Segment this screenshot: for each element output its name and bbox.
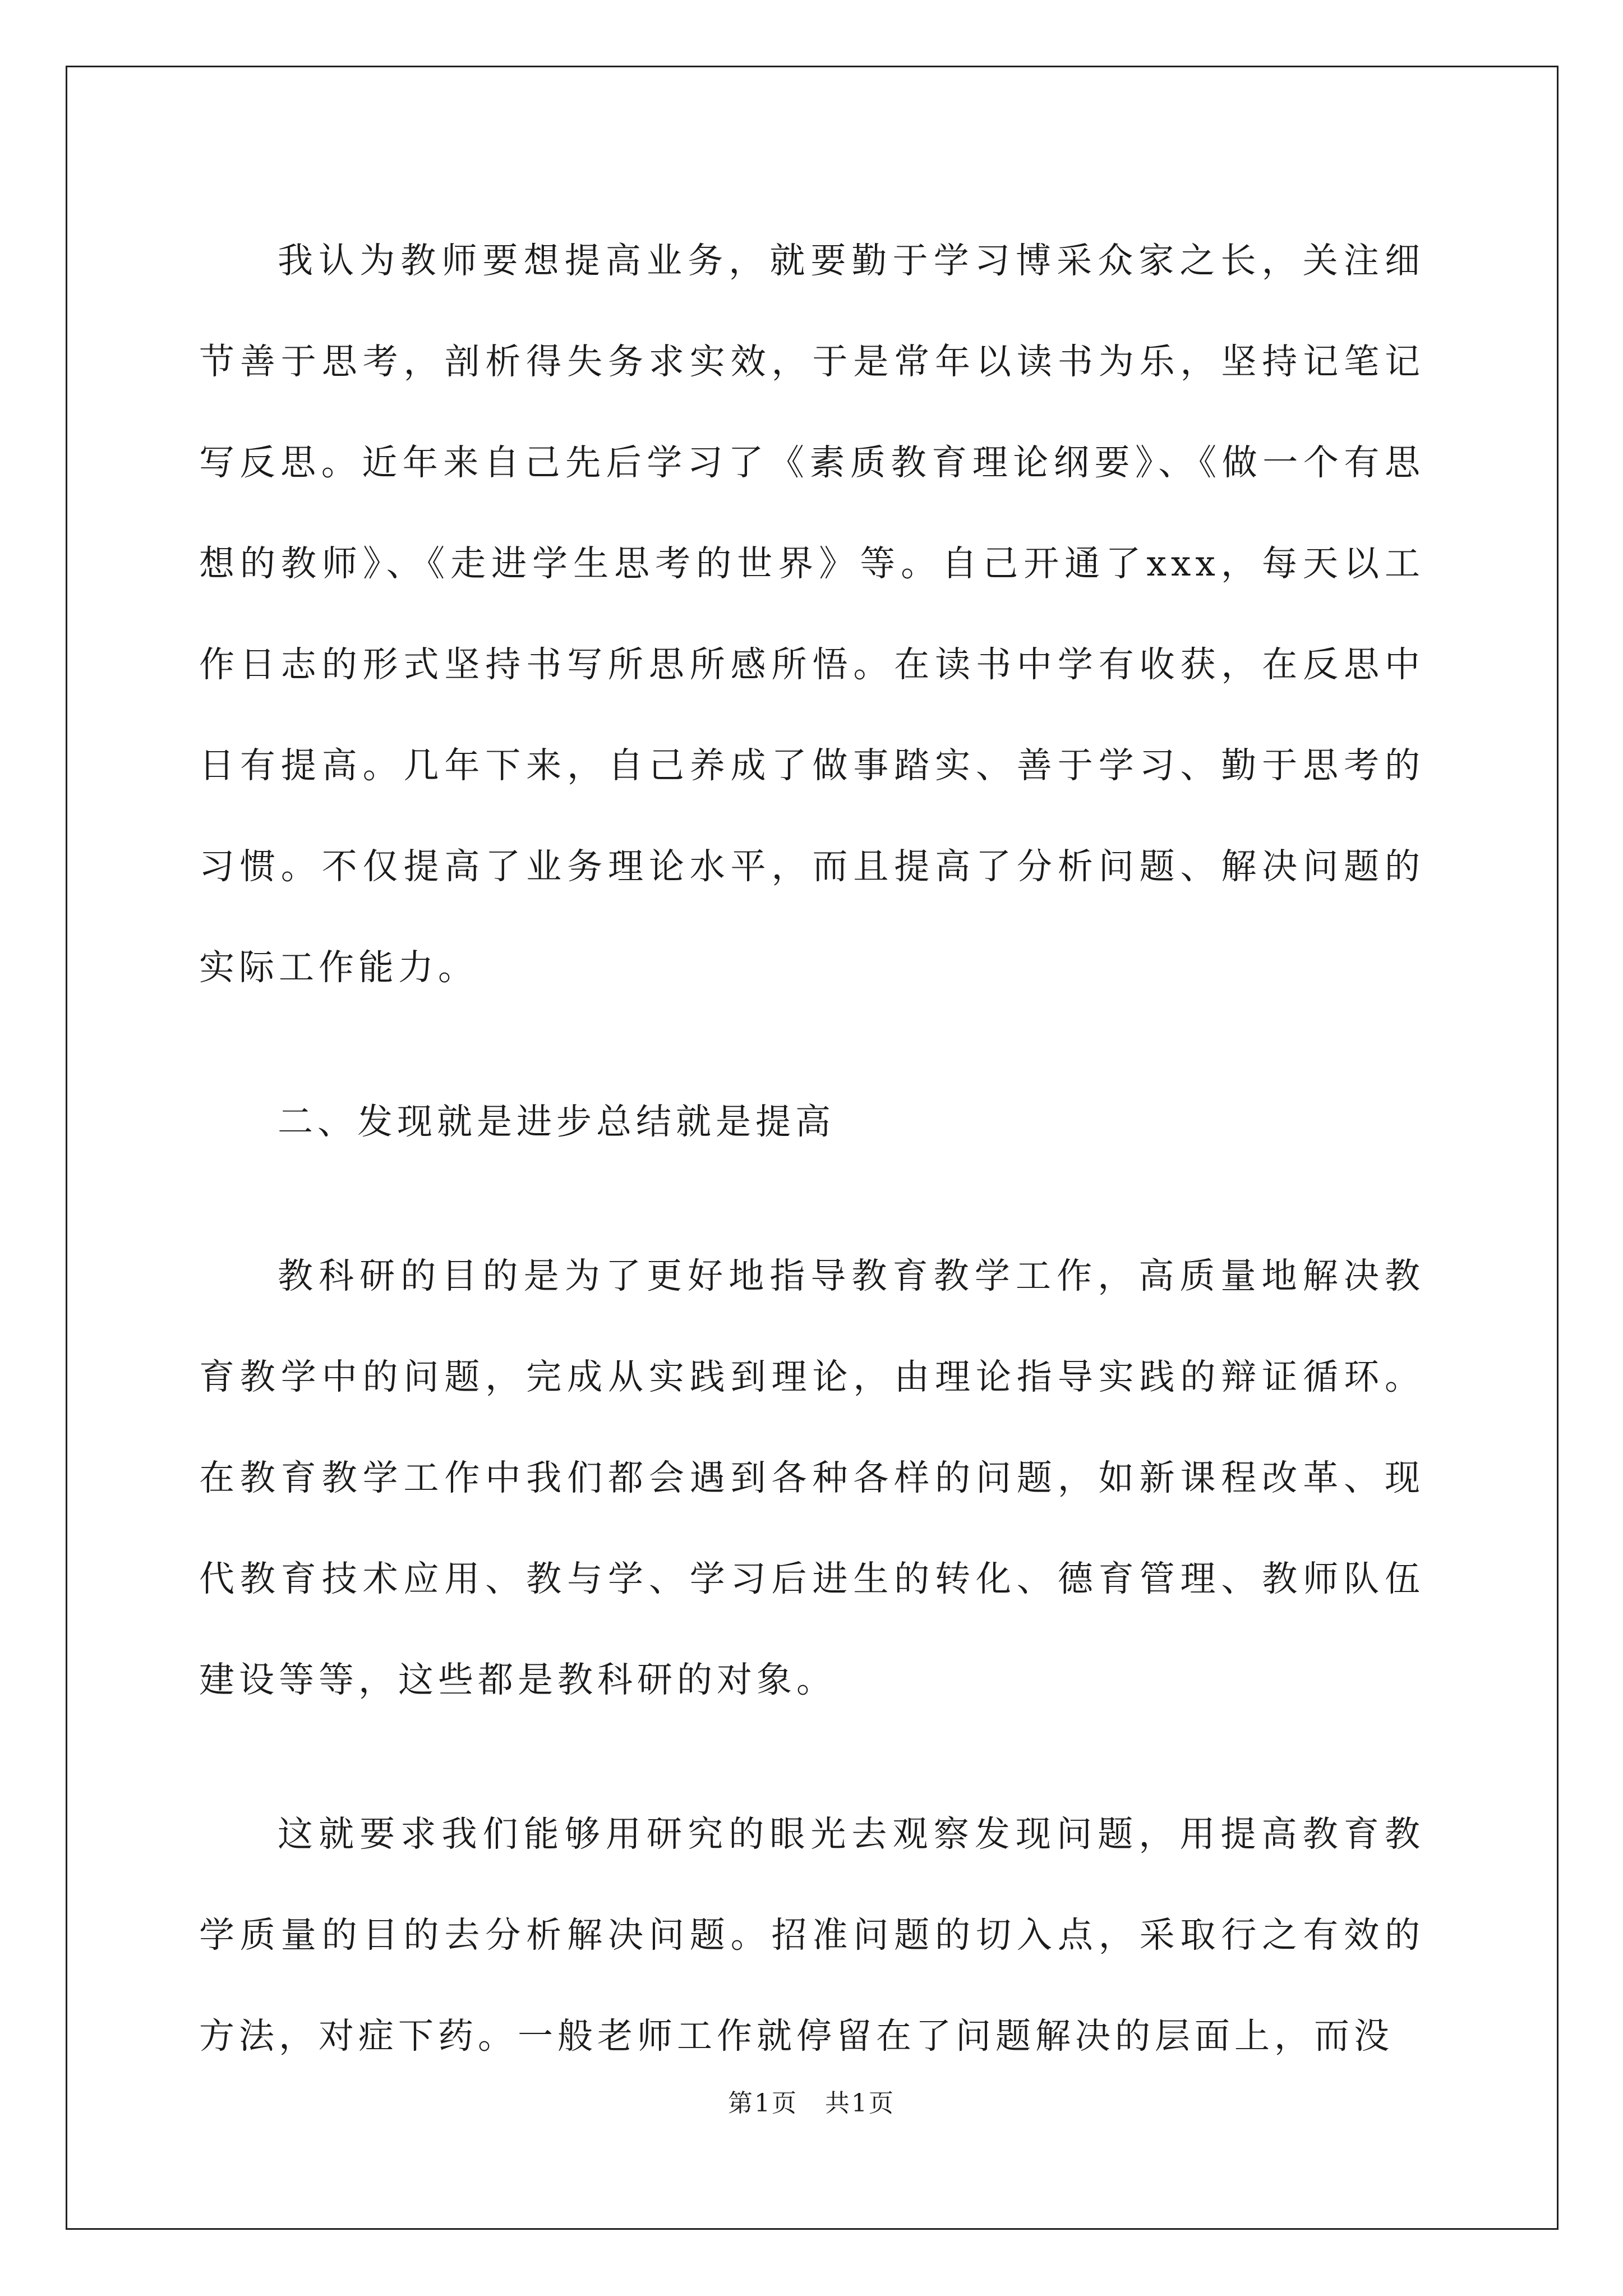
section-heading-discovery: 二、发现就是进步总结就是提高: [278, 1101, 835, 1142]
page-number: 第1页: [728, 2089, 798, 2118]
page-total: 共1页: [825, 2089, 895, 2118]
paragraph-reading-reflection: 我认为教师要想提高业务，就要勤于学习博采众家之长，关注细节善于思考，剖析得失务求实效，于是常年以读书为乐，坚持记笔记写反思。近年来自己先后学习了《素质教育理论纲要》、《做一个有思想的教师》、《走进学生思考的世界》等。自己开通了xxx，每天以工作日志的形式坚持书写所思所感所悟。在读书中学有收获，在反思中日有提高。几年下来，自己养成了做事踏实、善于学习、勤于思考的习惯。不仅提高了业务理论水平，而且提高了分析问题、解决问题的实际工作能力。: [199, 240, 1424, 988]
paragraph-research-purpose: 教科研的目的是为了更好地指导教育教学工作，高质量地解决教育教学中的问题，完成从实践到理论，由理论指导实践的辩证循环。在教育教学工作中我们都会遇到各种各样的问题，如新课程改革、现代教育技术应用、教与学、学习后进生的转化、德育管理、教师队伍建设等等，这些都是教科研的对象。: [199, 1255, 1424, 1700]
page-footer: [0, 2087, 1623, 2120]
paragraph-problem-solving: 这就要求我们能够用研究的眼光去观察发现问题，用提高教育教学质量的目的去分析解决问题。招准问题的切入点，采取行之有效的方法，对症下药。一般老师工作就停留在了问题解决的层面上，而没: [199, 1814, 1424, 2056]
document-body: [199, 210, 1424, 2087]
